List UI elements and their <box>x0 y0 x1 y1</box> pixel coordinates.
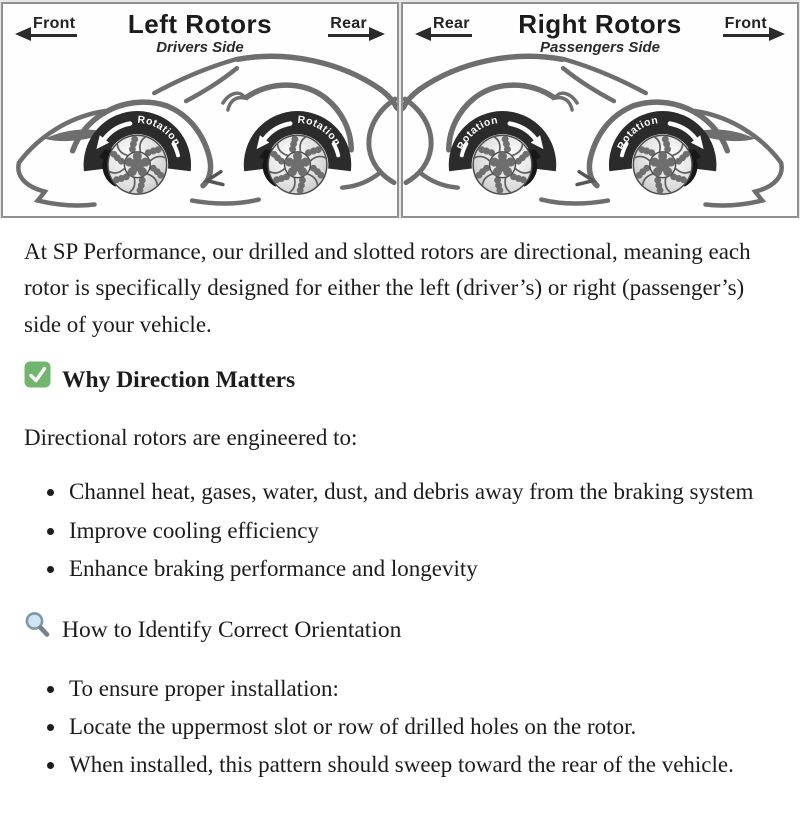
right-arrow-icon <box>769 27 785 41</box>
rotor-direction-diagram <box>0 0 800 218</box>
right-rotors-panel <box>401 2 799 218</box>
left-panel-subtitle: Drivers Side <box>156 39 244 57</box>
benefits-list <box>24 474 776 587</box>
left-arrow-icon <box>15 27 31 41</box>
left-panel-title: Left Rotors <box>127 9 273 39</box>
left-rotors-panel <box>1 2 399 218</box>
list-item: • When installed, this pattern should sweep toward the rear of the vehicle. <box>67 747 776 783</box>
why-direction-matters-title: Why Direction Matters <box>62 366 296 393</box>
engineered-lead: Directional rotors are engineered to: <box>24 425 358 451</box>
identify-orientation-title: How to Identify Correct Orientation <box>62 617 402 644</box>
rotation-label-rear-right: Rotation <box>455 115 500 152</box>
list-item: • Locate the uppermost slot or row of drilled holes on the rotor. <box>67 709 776 745</box>
rear-direction <box>328 15 385 37</box>
front-label: Front <box>723 15 769 37</box>
front-direction <box>15 15 77 37</box>
right-panel-subtitle: Passengers Side <box>539 39 661 57</box>
right-panel-header <box>415 9 785 57</box>
right-arrow-icon <box>369 27 385 41</box>
front-direction <box>723 15 785 37</box>
front-label: Front <box>31 15 77 37</box>
list-item: • Enhance braking performance and longevity <box>67 551 776 587</box>
rear-label: Rear <box>431 15 472 37</box>
right-panel-titles <box>518 11 681 56</box>
identification-steps-list <box>24 671 776 784</box>
identify-orientation-heading <box>24 611 776 650</box>
intro-paragraph: At SP Performance, our drilled and slotted rotors are directional, meaning each rotor is specifically designed for either the left (driver’s) or right (passenger’s) side of your vehicle. <box>24 239 751 337</box>
left-panel-titles <box>128 11 272 56</box>
check-mark-emoji-icon <box>24 361 51 400</box>
rear-label: Rear <box>328 15 369 37</box>
rotation-label-front-right: Rotation <box>615 115 660 152</box>
magnifying-glass-emoji-icon <box>24 611 51 650</box>
why-direction-matters-heading <box>24 361 776 400</box>
right-panel-title: Right Rotors <box>518 9 682 39</box>
list-item: • Channel heat, gases, water, dust, and debris away from the braking system <box>67 474 776 510</box>
rotation-label-front-left: Rotation <box>136 114 183 149</box>
left-panel-header <box>15 9 385 57</box>
list-item: • To ensure proper installation: <box>67 671 776 707</box>
rear-direction <box>415 15 472 37</box>
article <box>0 218 800 818</box>
rotation-label-rear-left: Rotation <box>297 114 343 149</box>
list-item: • Improve cooling efficiency <box>67 513 776 549</box>
left-arrow-icon <box>415 27 431 41</box>
